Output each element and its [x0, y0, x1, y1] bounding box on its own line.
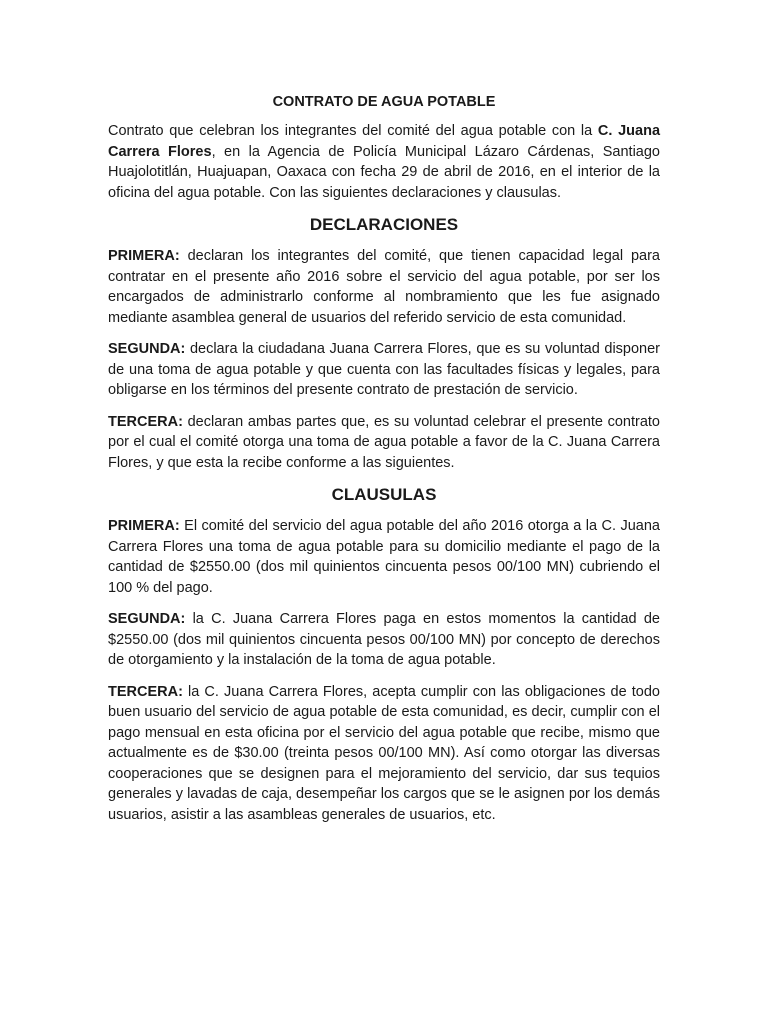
clausula-primera-lead: PRIMERA: — [108, 518, 180, 534]
declaracion-segunda — [108, 339, 660, 401]
clausula-tercera-text: la C. Juana Carrera Flores, acepta cumplir con las obligaciones de todo buen usuario del servicio de agua potable de esta comunidad, es decir, cumplir con el pago mensual en esta oficina por el servicio del agua potable que recibe, mismo que actualmente es de $30.00 (treinta pesos 00/100 MN). Así como otorgar las diversas cooperaciones que se designen para el mejoramiento del servicio, dar sus tequios generales y lavadas de caja, desempeñar los cargos que se le asignen por los demás usuarios, asistir a las asambleas generales de usuarios, etc. — [108, 683, 660, 823]
declaracion-tercera — [108, 412, 660, 474]
clausula-segunda-lead: SEGUNDA: — [108, 611, 186, 627]
clausula-segunda — [108, 609, 660, 671]
clausulas-heading: CLAUSULAS — [331, 485, 437, 504]
declaracion-tercera-text: declaran ambas partes que, es su voluntad celebrar el presente contrato por el cual el comité otorga una toma de agua potable a favor de la C. Juana Carrera Flores, y que esta la recibe conforme a las siguientes. — [108, 413, 660, 471]
declaracion-primera-lead: PRIMERA: — [108, 248, 180, 264]
party-name: C. Juana Carrera Flores — [108, 123, 661, 160]
clausula-segunda-text: la C. Juana Carrera Flores paga en estos momentos la cantidad de $2550.00 (dos mil quinientos cincuenta pesos 00/100 MN) por concepto de derechos de otorgamiento y la instalación de la toma de agua potable. — [108, 611, 660, 668]
declaracion-tercera-lead: TERCERA: — [108, 413, 183, 430]
declaracion-segunda-text: declara la ciudadana Juana Carrera Flores, que es su voluntad disponer de una toma de agua potable y que cuenta con las facultades físicas y legales, para obligarse en los términos del presente contrato de prestación de servicio. — [108, 341, 660, 398]
declaracion-segunda-lead: SEGUNDA: — [108, 341, 186, 357]
clausula-tercera-lead: TERCERA: — [108, 683, 183, 700]
intro-text-before: Contrato que celebran los integrantes del comité del agua potable con la — [108, 123, 598, 139]
intro-text-after: , en la Agencia de Policía Municipal Lázaro Cárdenas, Santiago Huajolotitlán, Huajuapan, Oaxaca con fecha 29 de abril de 2016, en el interior de la oficina del agua potable. Con las siguientes declaraciones y clausulas. — [108, 143, 660, 201]
declaracion-primera — [108, 246, 660, 328]
declaracion-primera-text: declaran los integrantes del comité, que tienen capacidad legal para contratar en el presente año 2016 sobre el servicio del agua potable, por ser los encargados de administrarlo conforme al nombramiento que les fue asignado mediante asamblea general de usuarios del referido servicio de esta comunidad. — [108, 248, 660, 326]
document-title: CONTRATO DE AGUA POTABLE — [272, 94, 496, 110]
clausula-tercera — [108, 682, 660, 826]
intro-paragraph — [108, 121, 660, 203]
clausula-primera-text: El comité del servicio del agua potable del año 2016 otorga a la C. Juana Carrera Flores una toma de agua potable para su domicilio mediante el pago de la cantidad de $2550.00 (dos mil quinientos cincuenta pesos 00/100 MN) cubriendo el 100 % del pago. — [108, 518, 660, 596]
clausula-primera — [108, 516, 660, 598]
declaraciones-heading: DECLARACIONES — [309, 215, 459, 234]
